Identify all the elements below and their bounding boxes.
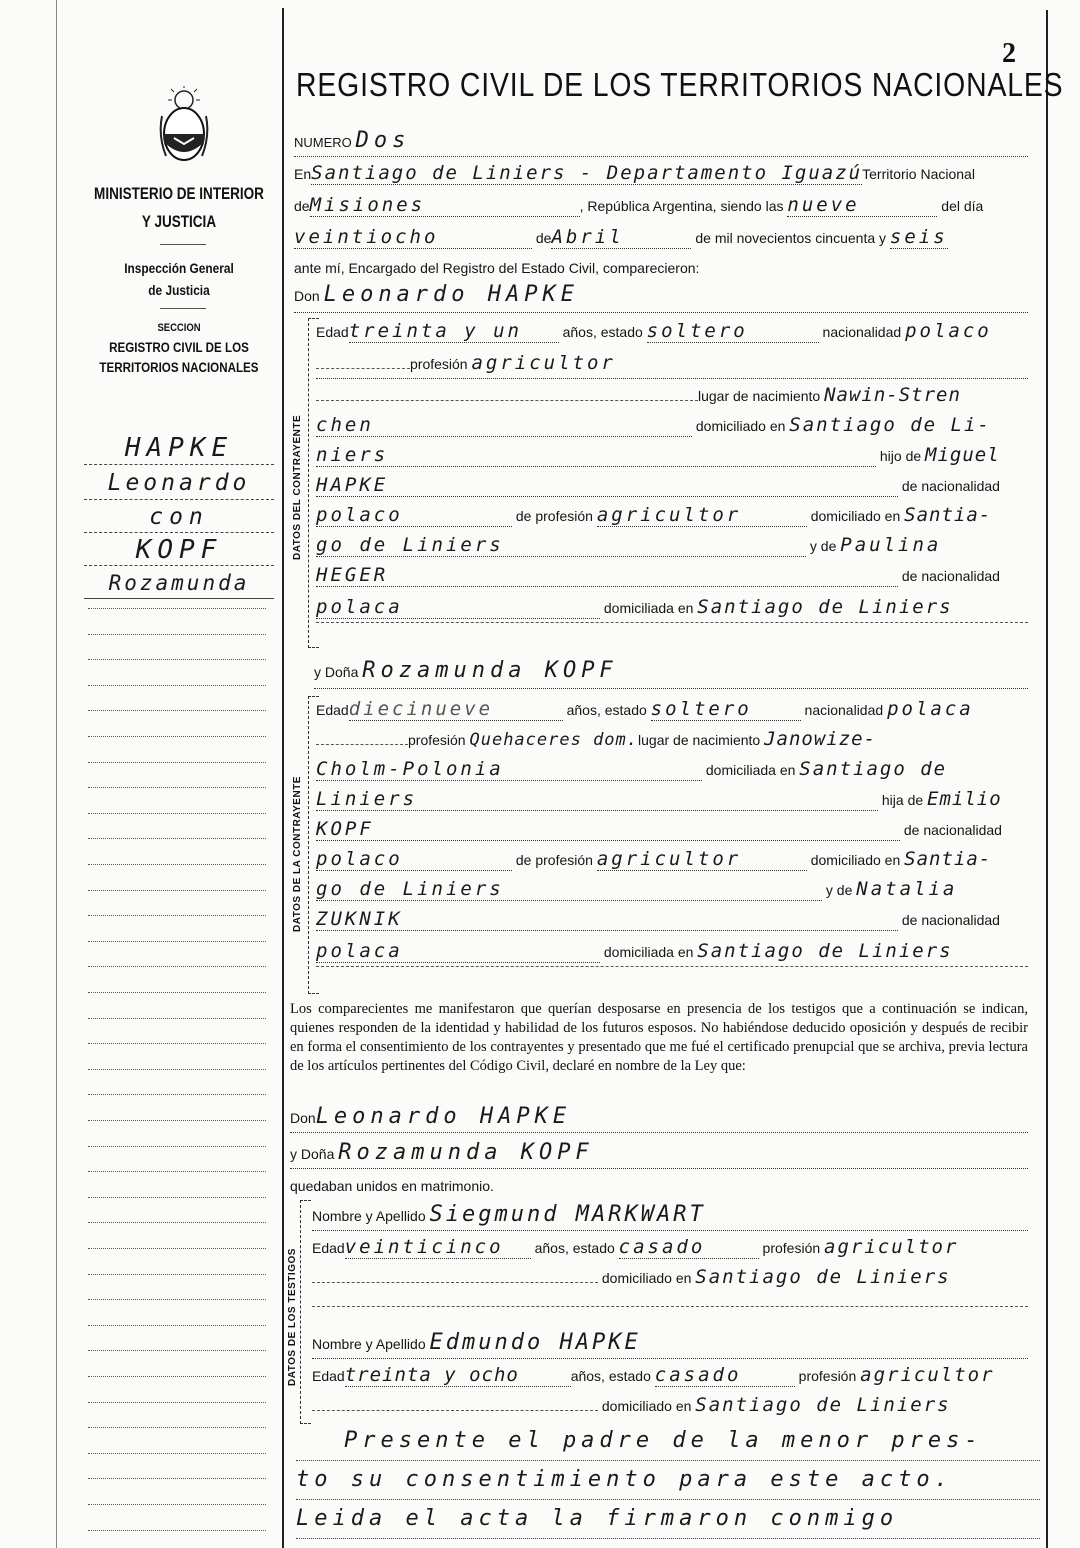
sidebar-rule-line — [88, 659, 266, 660]
bride-madre-dom: Santiago de Liniers — [697, 940, 953, 962]
sidebar-rule-line — [88, 1197, 266, 1198]
sidebar-rule-line — [88, 1248, 266, 1249]
sidebar-rule-line — [88, 1146, 266, 1147]
groom-name: Leonardo HAPKE — [323, 282, 580, 307]
sidebar-rule-line — [88, 838, 266, 839]
groom-profesion: agricultor — [471, 352, 616, 374]
groom-profesion-row: profesión agricultor — [316, 352, 1028, 379]
groom-padre-prof: agricultor — [597, 504, 807, 527]
bride-padre-dom-1: Santia- — [904, 848, 992, 870]
sidebar-rule-line — [88, 1299, 266, 1300]
bride-madre-nac-row: ZUKNIK de nacionalidad — [316, 908, 1000, 930]
en-row — [294, 162, 1028, 190]
sidebar-rule-line — [88, 1530, 266, 1531]
anio-label: de mil novecientos cincuenta y — [695, 230, 887, 246]
bride-padre-nac: polaco — [316, 848, 512, 871]
coat-of-arms-seal — [156, 86, 212, 166]
numero-label: NUMERO — [294, 135, 352, 150]
closing-line-1: Presente el padre de la menor pres- — [296, 1422, 1040, 1461]
groom-side-label: DATOS DEL CONTRAYENTE — [292, 414, 303, 560]
sidebar-rule-line — [88, 1043, 266, 1044]
sidebar-rule-line — [88, 1427, 266, 1428]
bride-padre-row: KOPF de nacionalidad — [316, 818, 1002, 840]
groom-domicilio-2: niers — [316, 444, 876, 467]
sidebar-rule-line — [88, 762, 266, 763]
anio-value: seis — [889, 226, 948, 248]
sidebar-rule-line — [88, 813, 266, 814]
w2-estado: casado — [655, 1364, 795, 1387]
margin-note: HAPKE Leonardo con KOPF Rozamunda — [84, 432, 274, 599]
groom-padre-2: HAPKE — [316, 474, 898, 497]
fecha-row — [294, 226, 1028, 254]
witness-bracket — [300, 1200, 311, 1424]
bride-padre-1: Emilio — [927, 788, 1002, 810]
sidebar-rule-line — [88, 1171, 266, 1172]
decl-dona-row: y Doña Rozamunda KOPF — [290, 1140, 1028, 1169]
closing-line-3: Leida el acta la firmaron conmigo — [296, 1500, 1040, 1539]
groom-padre-1: Miguel — [925, 444, 1000, 466]
groom-madre-row: go de Liniers y de Paulina — [316, 534, 942, 556]
bride-padre-prof-row: polaco de profesión agricultor domiciliado en Santia- — [316, 848, 992, 870]
sidebar-rule-line — [88, 1453, 266, 1454]
numero-value: Dos — [355, 128, 411, 153]
groom-domicilio-1: Santiago de Li- — [789, 414, 991, 436]
sidebar-rule-line — [88, 736, 266, 737]
closing-note — [296, 1422, 1040, 1539]
groom-padre-prof-row: polaco de profesión agricultor domiciliado en Santia- — [316, 504, 992, 526]
ministry-name: MINISTERIO DE INTERIOR Y JUSTICIA — [94, 185, 264, 231]
groom-hijo-row: niers hijo de Miguel — [316, 444, 1000, 466]
sidebar-rule-line — [88, 1018, 266, 1019]
sidebar-rule — [160, 244, 206, 245]
bride-nacionalidad: polaca — [887, 698, 974, 720]
w1-dom-row: domiciliado en Santiago de Liniers — [312, 1266, 1028, 1294]
inspection-name: Inspección General de Justicia — [124, 261, 234, 298]
sidebar-divider-line — [282, 8, 284, 1548]
bride-edad-row: Edaddiecinueve años, estado soltero nacionalidad polaca — [316, 698, 974, 720]
sidebar-rule-line — [88, 1376, 266, 1377]
bride-lugar-2: Cholm-Polonia — [316, 758, 702, 781]
w1-edad: veinticinco — [345, 1236, 531, 1259]
de-mes-label: de — [535, 230, 552, 246]
closing-line-2: to su consentimiento para este acto. — [296, 1461, 1040, 1500]
en-value: Santiago de Liniers - Departamento Iguazú — [311, 162, 863, 184]
w1-name: Siegmund MARKWART — [429, 1202, 706, 1227]
groom-madre-nac-row: HEGER de nacionalidad — [316, 564, 1000, 586]
w2-edad: treinta y ocho — [345, 1364, 571, 1387]
sidebar-rule-line — [88, 1325, 266, 1326]
sidebar-rule-line — [88, 1350, 266, 1351]
w1-edad-row: Edadveinticinco años, estado casado profesión agricultor — [312, 1236, 959, 1258]
sidebar-rule-line — [88, 685, 266, 686]
sidebar-rule-line — [88, 864, 266, 865]
republica-text: , República Argentina, siendo las — [579, 198, 784, 214]
bride-madre-row: go de Liniers y de Natalia — [316, 878, 958, 900]
bride-profesion: Quehaceres dom. — [469, 730, 639, 750]
w1-separator — [312, 1306, 1028, 1307]
groom-domicilio-row: chen domiciliado en Santiago de Li- — [316, 414, 991, 436]
bride-hija-row: Liniers hija de Emilio — [316, 788, 1002, 810]
left-margin-line — [56, 0, 57, 1548]
territorio-label: Territorio Nacional — [862, 166, 975, 182]
sidebar-rule-line — [88, 787, 266, 788]
sidebar-rule-line — [88, 634, 266, 635]
groom-lugar-1: Nawin-Stren — [824, 384, 961, 406]
sidebar-rule-line — [88, 1222, 266, 1223]
territorio-value: Misiones — [310, 194, 580, 217]
de-label: de — [294, 198, 310, 214]
mes-value: Abril — [551, 226, 691, 249]
bride-padre-2: KOPF — [316, 818, 900, 841]
groom-lugar-row: lugar de nacimiento Nawin-Stren — [316, 384, 1028, 410]
groom-padre-nac: polaco — [316, 504, 512, 527]
groom-madre-dom: Santiago de Liniers — [697, 596, 953, 618]
w1-estado: casado — [619, 1236, 759, 1259]
w2-name-row: Nombre y Apellido Edmundo HAPKE — [312, 1330, 1028, 1359]
bride-profesion-row: profesión Quehaceres dom.lugar de nacimiento Janowize- — [316, 728, 1028, 754]
bride-name-row: y Doña Rozamunda KOPF — [314, 658, 1028, 689]
sidebar-rule — [160, 308, 206, 309]
bride-padre-prof: agricultor — [597, 848, 807, 871]
groom-madre-2: HEGER — [316, 564, 898, 587]
groom-padre-dom-1: Santia- — [904, 504, 992, 526]
bride-lugar-1: Janowize- — [764, 728, 877, 750]
bride-edad: diecinueve — [349, 698, 563, 721]
bride-madre-nac: polaca — [316, 940, 600, 963]
sidebar-rule-line — [88, 941, 266, 942]
sidebar-rule-line — [88, 1402, 266, 1403]
sidebar-rule-line — [88, 608, 266, 609]
groom-lugar-2: chen — [316, 414, 692, 437]
groom-madre-dom-row: polaca domiciliada en Santiago de Liniers — [316, 596, 1028, 623]
bride-madre-dom-row: polaca domiciliada en Santiago de Liniers — [316, 940, 1028, 967]
sidebar-rule-line — [88, 1069, 266, 1070]
groom-name-row: Don Leonardo HAPKE — [294, 282, 1028, 313]
bride-domicilio-2: Liniers — [316, 788, 878, 811]
w2-domicilio: Santiago de Liniers — [695, 1394, 951, 1416]
decl-don-name: Leonardo HAPKE — [315, 1104, 572, 1129]
witness-side-label: DATOS DE LOS TESTIGOS — [287, 1248, 298, 1386]
sidebar-rule-line — [88, 966, 266, 967]
sidebar-rule-line — [88, 890, 266, 891]
groom-edad: treinta y un — [349, 320, 559, 343]
bride-madre-1: Natalia — [856, 878, 958, 900]
page-title: REGISTRO CIVIL DE LOS TERRITORIOS NACIONALES — [296, 66, 1064, 103]
unidos-text: quedaban unidos en matrimonio. — [290, 1178, 494, 1194]
w1-profesion: agricultor — [824, 1236, 959, 1258]
right-border-line — [1046, 10, 1048, 1548]
territorio-row — [294, 194, 1028, 222]
bride-estado: soltero — [651, 698, 801, 721]
declaration-paragraph: Los comparecientes me manifestaron que querían desposarse en presencia de los testigos que a continuación se indican, quienes responden de la identidad y habilidad de los futuros esposos. No habiéndose deducido oposición y después de recibir en forma el consentimiento de los contrayentes y presentado que me fué el certificado prenupcial que se archiva, previa lectura de los artículos pertinentes del Código Civil, declaré en nombre de la Ley que: — [290, 1001, 1028, 1074]
w1-name-row: Nombre y Apellido Siegmund MARKWART — [312, 1202, 1028, 1231]
w1-domicilio: Santiago de Liniers — [695, 1266, 951, 1288]
sidebar-rule-line — [88, 992, 266, 993]
bride-madre-2: ZUKNIK — [316, 908, 898, 931]
ante-text: ante mí, Encargado del Registro del Estado Civil, comparecieron: — [294, 260, 700, 276]
w2-dom-row: domiciliado en Santiago de Liniers — [312, 1394, 1028, 1422]
decl-don-row: DonLeonardo HAPKE — [290, 1104, 1028, 1133]
groom-nacionalidad: polaco — [905, 320, 992, 342]
bride-domicilio-1: Santiago de — [799, 758, 948, 780]
sidebar-rule-line — [88, 1504, 266, 1505]
dia-value: veintiocho — [294, 226, 532, 249]
groom-madre-nac: polaca — [316, 596, 600, 619]
sidebar-rule-line — [88, 1478, 266, 1479]
w2-edad-row: Edadtreinta y ocho años, estado casado profesión agricultor — [312, 1364, 995, 1386]
groom-padre-row: HAPKE de nacionalidad — [316, 474, 1000, 496]
section-name: SECCION REGISTRO CIVIL DE LOS TERRITORIOS NACIONALES — [99, 322, 259, 375]
groom-madre-1: Paulina — [840, 534, 942, 556]
numero-row — [294, 128, 1028, 157]
bride-padre-dom-2: go de Liniers — [316, 878, 822, 901]
groom-edad-row: Edadtreinta y un años, estado soltero nacionalidad polaco — [316, 320, 992, 342]
groom-padre-dom-2: go de Liniers — [316, 534, 806, 557]
sidebar-rule-line — [88, 1094, 266, 1095]
bride-side-label: DATOS DE LA CONTRAYENTE — [292, 776, 303, 932]
groom-estado: soltero — [647, 320, 819, 343]
sidebar-rule-line — [88, 1120, 266, 1121]
page-number: 2 — [1002, 38, 1016, 69]
sidebar-rule-line — [88, 915, 266, 916]
sidebar-rule-line — [88, 1274, 266, 1275]
del-dia-label: del día — [941, 198, 984, 214]
bride-name: Rozamunda KOPF — [362, 658, 618, 683]
decl-dona-name: Rozamunda KOPF — [338, 1140, 594, 1165]
sidebar-rule-line — [88, 710, 266, 711]
w2-profesion: agricultor — [860, 1364, 995, 1386]
hora-value: nueve — [787, 194, 937, 217]
en-label: En — [294, 166, 312, 182]
w2-name: Edmundo HAPKE — [429, 1330, 641, 1355]
bride-domicilio-row: Cholm-Polonia domiciliada en Santiago de — [316, 758, 948, 780]
